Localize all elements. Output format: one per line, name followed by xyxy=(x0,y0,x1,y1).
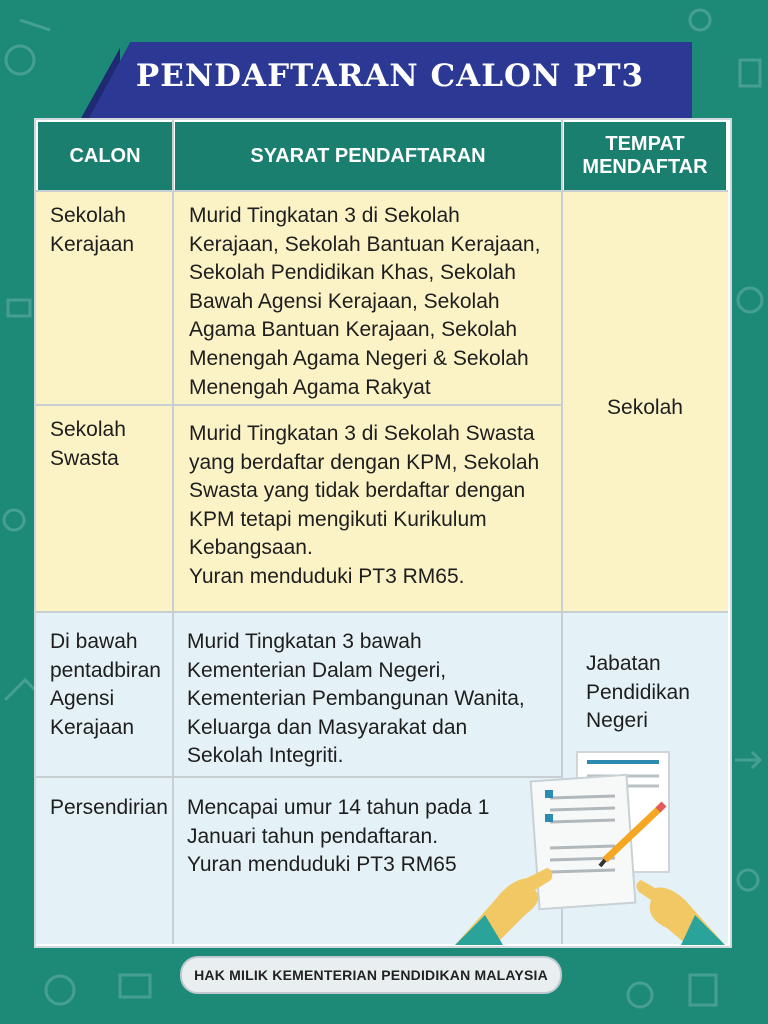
header-calon: CALON xyxy=(38,122,172,190)
syarat-line: Mencapai umur 14 tahun pada 1 xyxy=(187,796,490,819)
header-tempat-line2: MENDAFTAR xyxy=(582,156,708,178)
syarat-line: Murid Tingkatan 3 bawah xyxy=(187,630,422,653)
row-2-calon xyxy=(38,408,172,481)
calon-line: Sekolah xyxy=(50,204,126,227)
header-syarat: SYARAT PENDAFTARAN xyxy=(175,122,561,190)
tempat-jabatan-line: Negeri xyxy=(586,709,648,733)
grid-line xyxy=(36,190,728,192)
calon-line: Kerajaan xyxy=(50,715,135,739)
syarat-line: Yuran menduduki PT3 RM65 xyxy=(187,853,457,877)
syarat-line: Murid Tingkatan 3 di Sekolah Swasta xyxy=(189,422,535,445)
row-3-calon xyxy=(38,620,172,750)
row-4-calon xyxy=(38,786,172,831)
row-2-syarat xyxy=(175,412,561,600)
calon-line: Agensi xyxy=(50,687,115,711)
syarat-line: Sekolah Integriti. xyxy=(187,744,344,768)
syarat-line: Keluarga dan Masyarakat dan xyxy=(187,715,468,739)
calon-line: Kerajaan xyxy=(50,232,135,256)
syarat-line: Bawah Agensi Kerajaan, Sekolah xyxy=(189,289,500,313)
row-1-calon xyxy=(38,194,172,267)
syarat-line: Menengah Agama Negeri & Sekolah xyxy=(189,346,529,370)
grid-line xyxy=(172,120,174,944)
calon-line: Swasta xyxy=(50,446,119,470)
tempat-jabatan-line: Jabatan xyxy=(586,652,661,675)
grid-line xyxy=(36,404,561,406)
calon-line: Sekolah xyxy=(50,418,126,441)
calon-line: pentadbiran xyxy=(50,658,161,682)
syarat-line: Agama Bantuan Kerajaan, Sekolah xyxy=(189,318,518,342)
tempat-sekolah: Sekolah xyxy=(607,396,683,419)
calon-line: Persendirian xyxy=(50,796,168,819)
calon-line: Di bawah xyxy=(50,630,138,653)
header-tempat xyxy=(564,122,726,190)
copyright-footer: HAK MILIK KEMENTERIAN PENDIDIKAN MALAYSIA xyxy=(180,956,562,994)
header-tempat-line1: TEMPAT xyxy=(605,133,685,155)
syarat-line: Sekolah Pendidikan Khas, Sekolah xyxy=(189,261,516,285)
syarat-line: Murid Tingkatan 3 di Sekolah xyxy=(189,204,460,227)
syarat-line: KPM tetapi mengikuti Kurikulum xyxy=(189,507,487,531)
syarat-line: Kementerian Pembangunan Wanita, xyxy=(187,687,525,711)
grid-line xyxy=(36,611,728,613)
syarat-line: Kebangsaan. xyxy=(189,536,313,560)
row-1-syarat xyxy=(175,194,561,410)
syarat-line: Kerajaan, Sekolah Bantuan Kerajaan, xyxy=(189,232,541,256)
tempat-jabatan-line: Pendidikan xyxy=(586,680,690,704)
tempat-jabatan xyxy=(586,650,726,736)
page-title: PENDAFTARAN CALON PT3 xyxy=(135,58,645,94)
syarat-line: Swasta yang tidak berdaftar dengan xyxy=(189,479,526,503)
syarat-line: Menengah Agama Rakyat xyxy=(189,375,431,399)
syarat-line: yang berdaftar dengan KPM, Sekolah xyxy=(189,450,540,474)
syarat-line: Yuran menduduki PT3 RM65. xyxy=(189,564,465,588)
form-writing-illustration-icon xyxy=(455,750,725,945)
syarat-line: Januari tahun pendaftaran. xyxy=(187,824,439,848)
syarat-line: Kementerian Dalam Negeri, xyxy=(187,658,447,682)
